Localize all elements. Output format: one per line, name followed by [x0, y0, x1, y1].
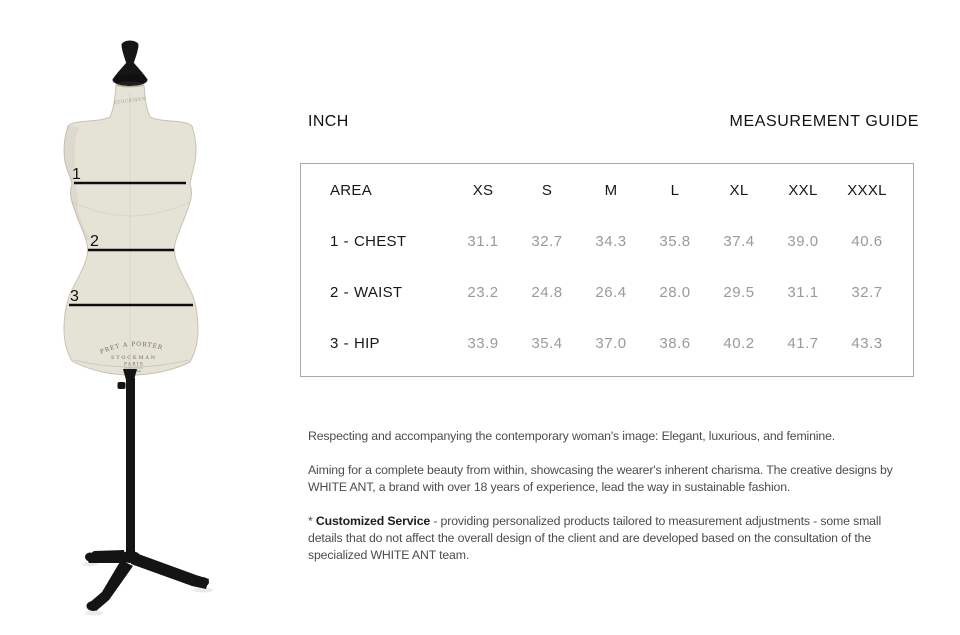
stamp-line1: PRET A PORTER	[99, 340, 164, 356]
hip-xl: 40.2	[723, 334, 755, 352]
column-header-xxl: XXL	[788, 181, 818, 199]
chest-xxxl: 40.6	[851, 232, 883, 250]
row-name: CHEST	[353, 232, 407, 250]
row-name: HIP	[353, 334, 380, 352]
column-header-area: AREA	[330, 181, 373, 199]
chest-m: 34.3	[595, 232, 627, 250]
waist-xs: 23.2	[467, 283, 499, 301]
hip-m: 37.0	[595, 334, 627, 352]
hip-s: 35.4	[531, 334, 563, 352]
waist-m: 26.4	[595, 283, 627, 301]
column-header-m: M	[604, 181, 618, 199]
stamp-line3: PARIS	[123, 362, 145, 368]
row-label-hip	[301, 335, 451, 352]
finial	[113, 41, 148, 87]
customized-service-label: Customized Service	[315, 514, 431, 528]
unit-label: INCH	[308, 113, 349, 130]
chest-marker-label: 1	[72, 166, 81, 183]
hip-l: 38.6	[659, 334, 691, 352]
hip-xxxl: 43.3	[851, 334, 883, 352]
neck-stamp-text: STOCKMAN	[113, 96, 147, 107]
hip-marker-label: 3	[70, 288, 79, 305]
column-header-xxxl: XXXL	[847, 181, 887, 199]
chest-xs: 31.1	[467, 232, 499, 250]
row-label-chest	[301, 233, 451, 250]
waist-l: 28.0	[659, 283, 691, 301]
chest-xl: 37.4	[723, 232, 755, 250]
chest-xxl: 39.0	[787, 232, 819, 250]
row-separator: -	[343, 334, 349, 352]
column-header-l: L	[670, 181, 680, 199]
waist-xxxl: 32.7	[851, 283, 883, 301]
customized-service-text: - providing personalized products tailored to measurement adjustments - some small details that do not affect the overall design of the client and are developed based on the consultation of the specialized WHITE ANT team.	[308, 514, 882, 562]
column-header-xs: XS	[472, 181, 494, 199]
dress-form-figure	[0, 0, 260, 635]
waist-marker-label: 2	[90, 233, 99, 250]
paragraph-image: Respecting and accompanying the contemporary woman's image: Elegant, luxurious, and feminine.	[308, 429, 836, 443]
row-number: 3	[330, 334, 339, 352]
waist-xxl: 31.1	[787, 283, 819, 301]
waist-s: 24.8	[531, 283, 563, 301]
chest-s: 32.7	[531, 232, 563, 250]
column-header-xl: XL	[729, 181, 749, 199]
paragraph-customized-service	[308, 513, 908, 564]
size-table	[300, 163, 914, 377]
column-header-s: S	[541, 181, 553, 199]
row-separator: -	[343, 232, 349, 250]
row-label-waist	[301, 284, 451, 301]
row-number: 2	[330, 283, 339, 301]
row-name: WAIST	[353, 283, 403, 301]
paragraph-brand: Aiming for a complete beauty from within, showcasing the wearer's inherent charisma. The creative designs by WHITE ANT, a brand with over 18 years of experience, lead the way in sustainable fashion.	[308, 463, 893, 494]
hip-xs: 33.9	[467, 334, 499, 352]
hip-xxl: 41.7	[787, 334, 819, 352]
asterisk: *	[308, 514, 316, 528]
waist-xl: 29.5	[723, 283, 755, 301]
row-number: 1	[330, 232, 339, 250]
tripod-stand	[82, 369, 213, 616]
chest-l: 35.8	[659, 232, 691, 250]
dress-form-body	[64, 82, 198, 376]
page-title: MEASUREMENT GUIDE	[729, 113, 919, 130]
stamp-line2: STOCKMAN	[111, 355, 157, 361]
brand-copy	[308, 428, 908, 581]
table-header-bar	[308, 113, 919, 131]
row-separator: -	[343, 283, 349, 301]
